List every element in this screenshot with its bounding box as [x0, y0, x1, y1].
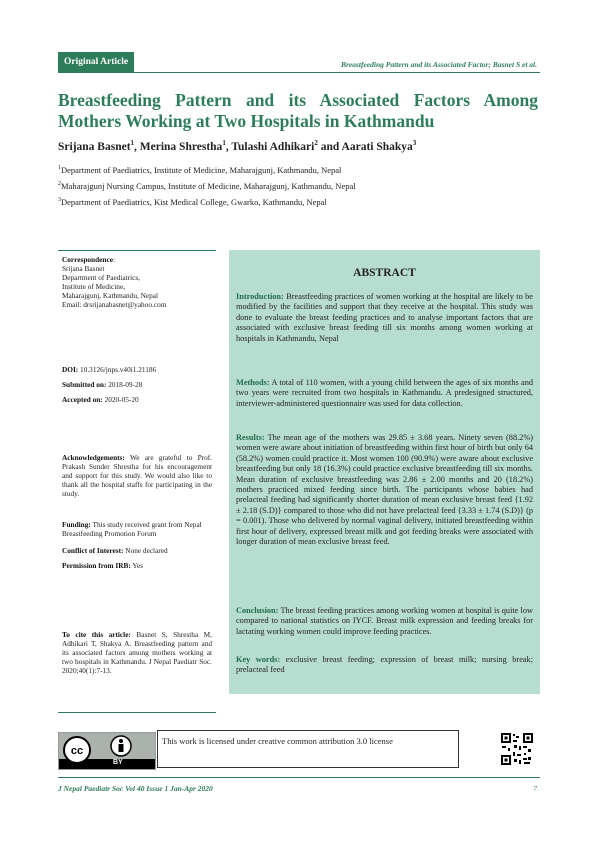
abstract-keywords: Key words: exclusive breast feeding; expression of breast milk; nursing break; prelacteal feed — [236, 655, 534, 675]
affiliation: $^3$Department of Paediatrics, Kist Medical College, Gwarko, Kathmandu, Nepal — [58, 197, 327, 207]
page-number: 7 — [533, 784, 537, 793]
acknowledgements: Acknowledgements: We are grateful to Prof. Prakash Sunder Shrestha for his encouragement and support for this study. We would also like to thank all the hospital staffs for participating in the study. — [62, 453, 212, 498]
email[interactable]: Email: drsrijanabasnet@yahoo.com — [62, 300, 167, 309]
author-name: Srijana Basnet — [58, 140, 131, 153]
cc-by-license-badge[interactable] — [58, 732, 156, 770]
citation: To cite this article: Basnet S, Shrestha M, Adhikari T, Shakya A. Breastfeeding pattern and its associated factors among mothers working at two hospitals in Kathmandu. J Nepal Paediatr Soc. 2020;40(1):7-13. — [62, 630, 212, 675]
header-divider — [58, 72, 540, 73]
qr-code-icon[interactable] — [500, 732, 534, 766]
journal-citation: J Nepal Paediatr Soc Vol 40 Issue 1 Jan-Apr 2020 — [58, 784, 213, 793]
accepted-line: Accepted on: 2020-05-20 — [62, 395, 139, 404]
author-name: Merina Shrestha — [139, 140, 223, 153]
abstract-results: Results: The mean age of the mothers was 29.85 ± 3.68 years. Ninety seven (88.2%) women were aware about initiation of breastfeeding within first hour of birth but only 64 (58.2%) women could practice it. Most women 100 (90.9%) were aware about exclusive breastfeeding but only 18 (16.3%) could practice exclusive breastfeeding till six months. Mean duration of exclusive breastfeeding was 2.86 ± 2.00 months and 20 (18.2%) mothers practiced mixed feeding since birth. The participants whose babies had prelacteal feeding had significantly shorter duration of mean exclusive breast feed {1.92 ± 2.18 (S.D)} compared to those who did not have prelacteal feed {3.33 ± 1.74 (S.D)} (p = 0.001). Those who delivered by normal vaginal delivery, initiated breastfeeding within first hour of delivery, expressed breast milk and got feeding breaks were associated with longer duration of mean exclusive breast feed. — [236, 433, 533, 547]
svg-text:cc: cc — [70, 745, 84, 757]
abstract-box — [229, 250, 540, 694]
sidebar-divider — [58, 712, 216, 713]
license-statement: This work is licensed under creative common attribution 3.0 license — [157, 730, 459, 768]
author-name: Aarati Shakya — [341, 140, 413, 153]
author-list: Srijana Basnet$^1$, Merina Shrestha$^1$, Tulashi Adhikari$^2$ and Aarati Shakya$^3$ — [58, 139, 417, 153]
author-name: Tulashi Adhikari — [231, 140, 315, 153]
license-badge-label: BY — [113, 759, 123, 766]
doi-link[interactable]: 10.3126/jnps.v40i1.21186 — [80, 365, 157, 374]
affiliation: $^2$Maharajgunj Nursing Campus, Institute of Medicine, Maharajgunj, Kathmandu, Nepal — [58, 181, 356, 191]
conflict-of-interest: Conflict of Interest: None declared — [62, 546, 168, 555]
abstract-heading: ABSTRACT — [353, 267, 416, 279]
article-title: Breastfeeding Pattern and its Associated Factors Among Mothers Working at Two Hospitals in Kathmandu — [58, 90, 538, 131]
abstract-introduction: Introduction: Breastfeeding practices of women working at the hospital are likely to be modified by the facilities and support that they receive at the hospital. This study was done to evaluate the breast feeding practices and to analyse important factors that are associated with exclusive breast feeding till six months among women working at hospitals in Kathmandu, Nepal — [236, 292, 533, 343]
article-type-tag: Original Article — [58, 52, 134, 72]
irb-permission: Permission from IRB: Yes — [62, 561, 143, 570]
affiliation: $^1$Department of Paediatrics, Institute of Medicine, Maharajgunj, Kathmandu, Nepal — [58, 165, 342, 175]
abstract-conclusion: Conclusion: The breast feeding practices among working women at hospital is quite low compared to national statistics on IYCF. Breast milk expression and feeding breaks for lactating working women could improve feeding practices. — [236, 606, 533, 636]
correspondence-block: Correspondence: Srijana Basnet Department of Paediatrics, Institute of Medicine, Maharajgunj, Kathmandu, Nepal Email: drsrijanabasnet@yahoo.com — [62, 255, 212, 309]
doi-line: DOI: 10.3126/jnps.v40i1.21186 — [62, 365, 157, 374]
submitted-line: Submitted on: 2018-09-28 — [62, 380, 143, 389]
running-title: Breastfeeding Pattern and its Associated Factor; Basnet S et al. — [341, 60, 537, 69]
footer-divider — [58, 777, 540, 778]
funding: Funding: This study received grant from Nepal Breastfeeding Promotion Forum — [62, 520, 202, 538]
abstract-methods: Methods: A total of 110 women, with a young child between the ages of six months and two years were recruited from two hospitals in Kathmandu. A predesigned structured, interviewer-administered questionnaire was used for data collection. — [236, 378, 533, 408]
